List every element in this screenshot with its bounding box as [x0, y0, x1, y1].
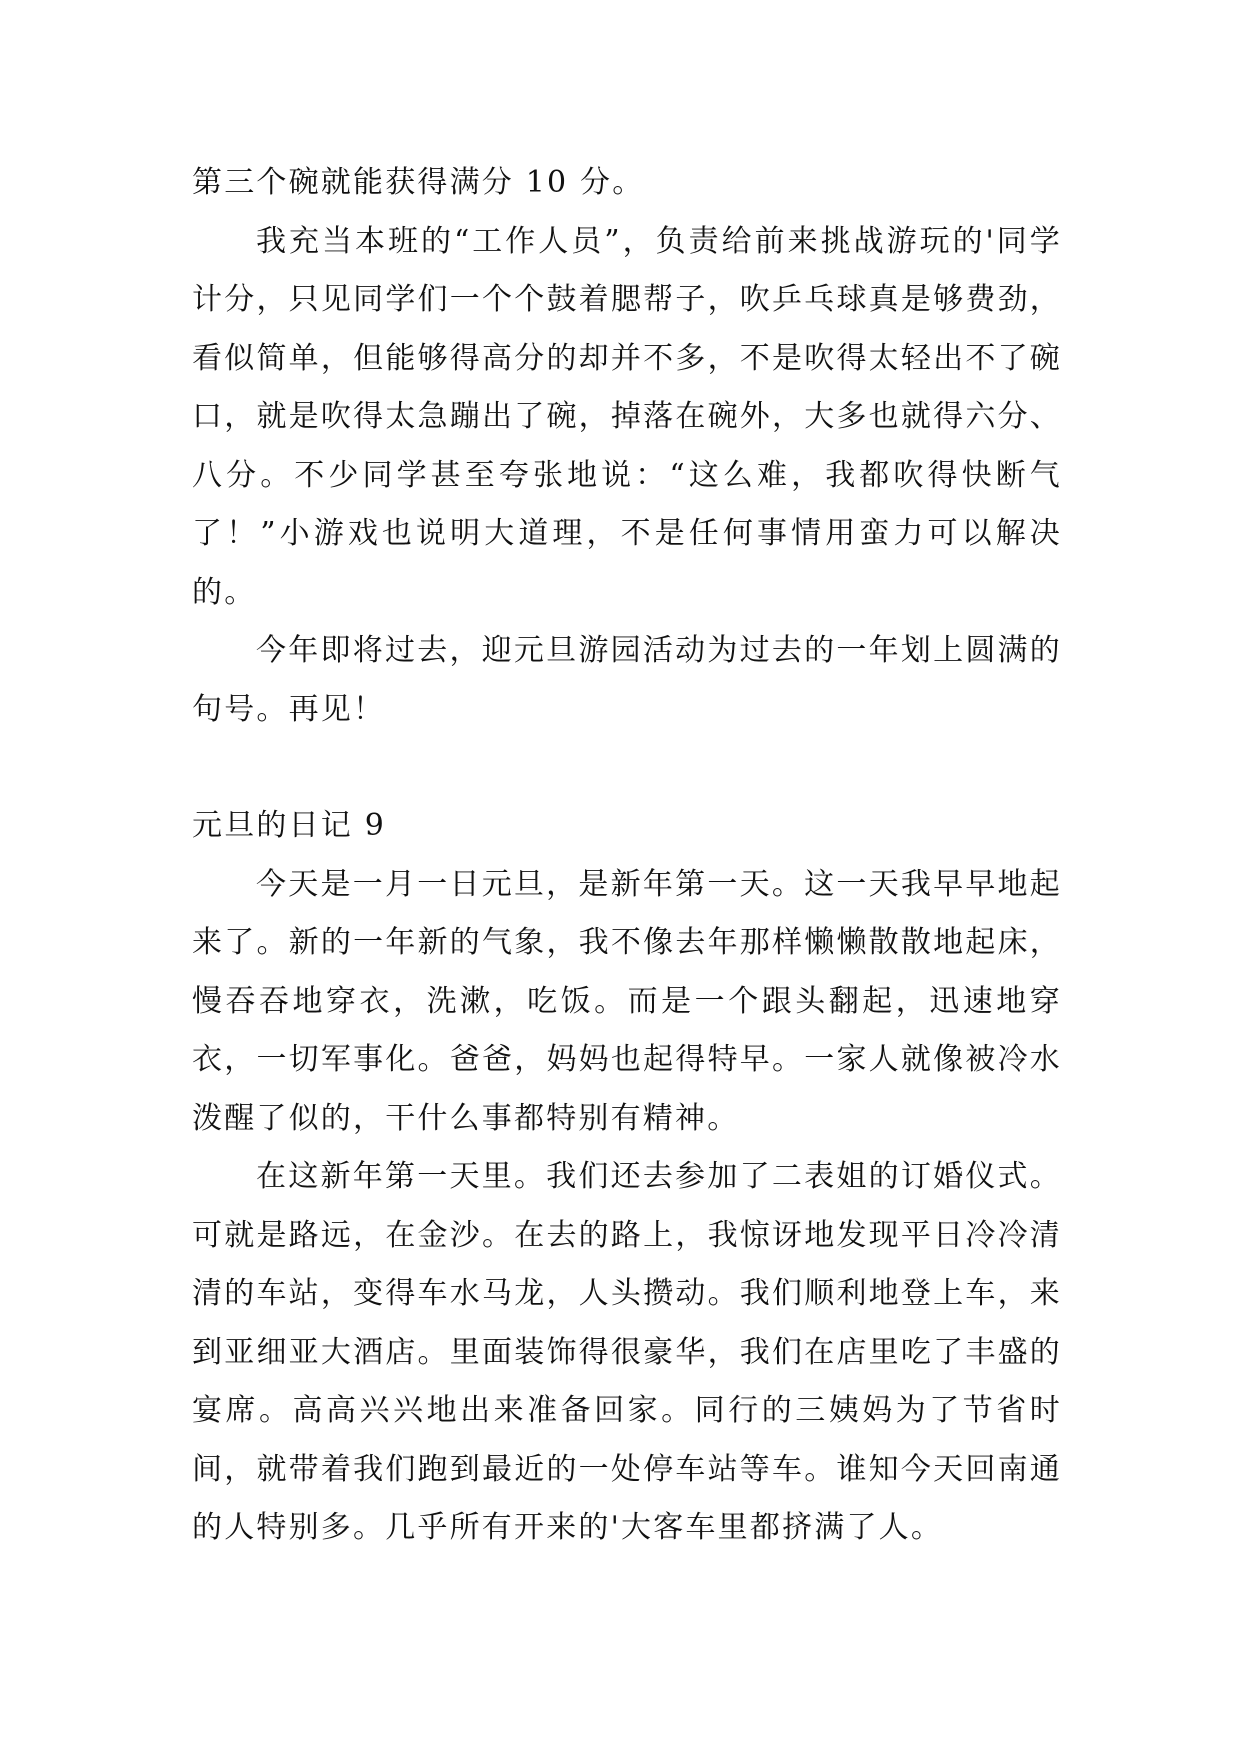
paragraph-engagement-trip: 在这新年第一天里。我们还去参加了二表姐的订婚仪式。可就是路远，在金沙。在去的路上，我惊讶地发现平日冷冷清清的车站，变得车水马龙，人头攒动。我们顺利地登上车，来到亚细亚大酒店。里面装饰得很豪华，我们在店里吃了丰盛的宴席。高高兴兴地出来准备回家。同行的三姨妈为了节省时间，就带着我们跑到最近的一处停车站等车。谁知今天回南通的人特别多。几乎所有开来的'大客车里都挤满了人。: [192, 1159, 1062, 1545]
paragraph-new-year-morning: 今天是一月一日元旦，是新年第一天。这一天我早早地起来了。新的一年新的气象，我不像去年那样懒懒散散地起床，慢吞吞地穿衣，洗漱，吃饭。而是一个跟头翻起，迅速地穿衣，一切军事化。爸爸，妈妈也起得特早。一家人就像被冷水泼醒了似的，干什么事都特别有精神。: [192, 866, 1062, 1136]
document-body: [192, 154, 1062, 1558]
paragraph-year-end: 今年即将过去，迎元旦游园活动为过去的一年划上圆满的句号。再见！: [192, 633, 1062, 727]
section-title: 元旦的日记 9: [192, 808, 387, 843]
paragraph-continuation: 第三个碗就能获得满分 10 分。: [192, 165, 645, 200]
paragraph-staff-scoring: 我充当本班的“工作人员”，负责给前来挑战游玩的'同学计分，只见同学们一个个鼓着腮帮子，吹乒乓球真是够费劲，看似简单，但能够得高分的却并不多，不是吹得太轻出不了碗口，就是吹得太急蹦出了碗，掉落在碗外，大多也就得六分、八分。不少同学甚至夸张地说：“这么难，我都吹得快断气了！”小游戏也说明大道理，不是任何事情用蛮力可以解决的。: [192, 223, 1062, 610]
section-spacer: [192, 739, 1062, 797]
